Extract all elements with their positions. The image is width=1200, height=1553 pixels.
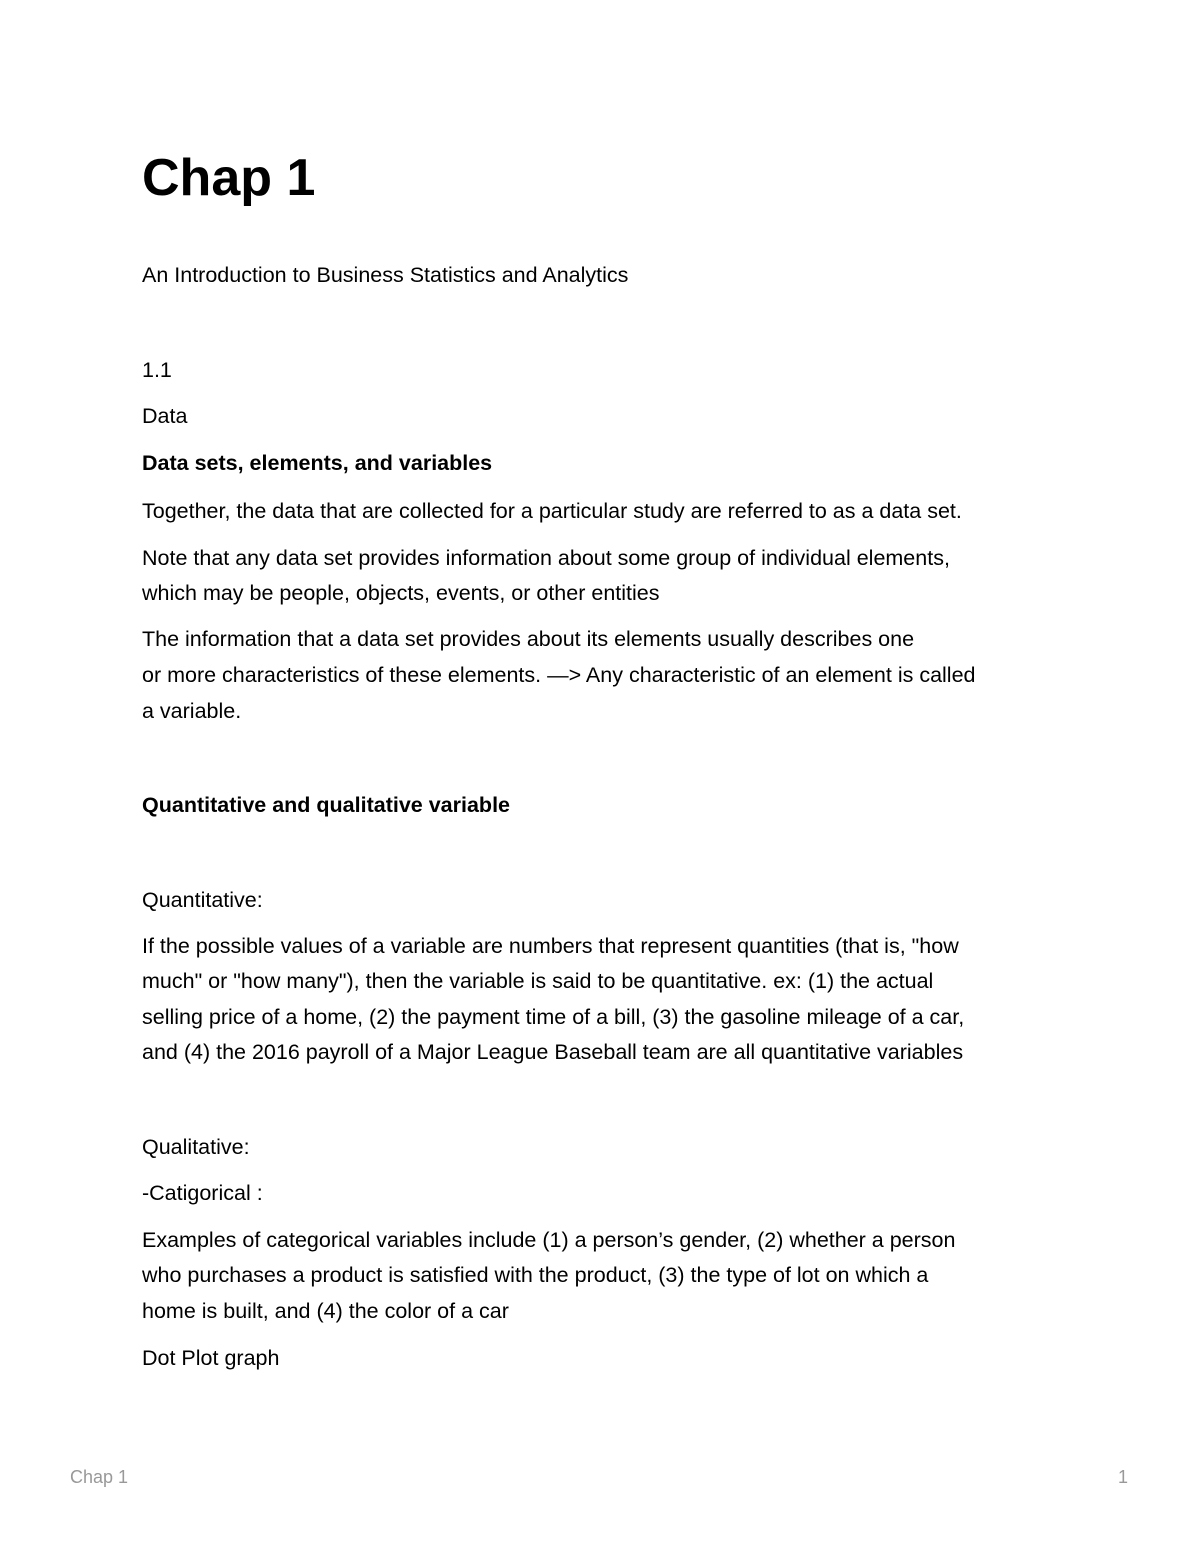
paragraph-data-set: Together, the data that are collected for a particular study are referred to as a data set. bbox=[142, 499, 962, 523]
subtitle: An Introduction to Business Statistics and Analytics bbox=[142, 263, 629, 287]
quantitative-label: Quantitative: bbox=[142, 888, 263, 912]
quantitative-line-2: much" or "how many"), then the variable is said to be quantitative. ex: (1) the actual bbox=[142, 969, 934, 993]
paragraph-variable-line-2: or more characteristics of these elements. —> Any characteristic of an element is called bbox=[142, 663, 976, 687]
heading-data-sets: Data sets, elements, and variables bbox=[142, 451, 493, 475]
footer-chapter-title: Chap 1 bbox=[70, 1467, 129, 1487]
section-title: Data bbox=[142, 404, 188, 428]
categorical-line-1: Examples of categorical variables include (1) a person’s gender, (2) whether a person bbox=[142, 1228, 956, 1252]
section-number: 1.1 bbox=[142, 358, 172, 382]
dot-plot-label: Dot Plot graph bbox=[142, 1346, 280, 1370]
qualitative-label: Qualitative: bbox=[142, 1135, 250, 1159]
page-title: Chap 1 bbox=[142, 149, 316, 207]
categorical-label: -Catigorical : bbox=[142, 1181, 263, 1205]
quantitative-line-4: and (4) the 2016 payroll of a Major League Baseball team are all quantitative variables bbox=[142, 1040, 964, 1064]
heading-quant-qual: Quantitative and qualitative variable bbox=[142, 793, 510, 817]
paragraph-elements-line-1: Note that any data set provides information about some group of individual elements, bbox=[142, 546, 950, 570]
categorical-line-2: who purchases a product is satisfied with the product, (3) the type of lot on which a bbox=[142, 1263, 929, 1287]
paragraph-elements-line-2: which may be people, objects, events, or other entities bbox=[142, 581, 660, 605]
categorical-line-3: home is built, and (4) the color of a car bbox=[142, 1299, 509, 1323]
paragraph-variable-line-1: The information that a data set provides about its elements usually describes one bbox=[142, 627, 915, 651]
quantitative-line-1: If the possible values of a variable are numbers that represent quantities (that is, "how bbox=[142, 934, 959, 958]
quantitative-line-3: selling price of a home, (2) the payment time of a bill, (3) the gasoline mileage of a car, bbox=[142, 1005, 965, 1029]
paragraph-variable-line-3: a variable. bbox=[142, 699, 242, 723]
footer-page-number: 1 bbox=[1117, 1467, 1128, 1487]
